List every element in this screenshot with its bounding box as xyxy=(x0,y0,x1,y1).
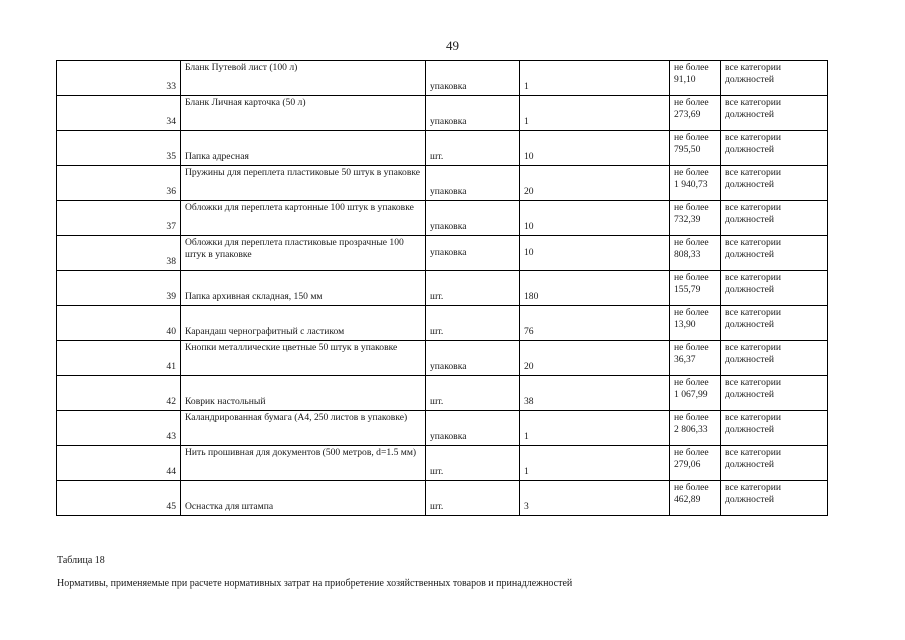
price-value: 795,50 xyxy=(674,144,701,155)
quantity: 1 xyxy=(520,446,670,481)
table-row xyxy=(57,236,828,271)
position-category xyxy=(721,481,828,516)
category-line-1: все категории xyxy=(725,377,782,388)
category-line-2: должностей xyxy=(725,109,774,120)
table-body xyxy=(57,61,828,516)
unit-of-measure: упаковка xyxy=(426,166,520,201)
table-row xyxy=(57,376,828,411)
price-value: 732,39 xyxy=(674,214,701,225)
position-category xyxy=(721,96,828,131)
price-value: 91,10 xyxy=(674,74,696,85)
unit-of-measure: шт. xyxy=(426,271,520,306)
item-name: Кнопки металлические цветные 50 штук в упаковке xyxy=(181,341,426,376)
table-description: Нормативы, применяемые при расчете нормативных затрат на приобретение хозяйственных товаров и принадлежностей xyxy=(57,578,573,589)
row-number: 38 xyxy=(57,236,181,271)
category-line-1: все категории xyxy=(725,307,782,318)
item-name: Обложки для переплета пластиковые прозрачные 100 штук в упаковке xyxy=(181,236,426,271)
table-caption: Таблица 18 xyxy=(57,555,105,566)
row-number: 35 xyxy=(57,131,181,166)
table-row xyxy=(57,341,828,376)
category-line-1: все категории xyxy=(725,167,782,178)
max-price xyxy=(670,411,721,446)
category-line-1: все категории xyxy=(725,237,782,248)
max-price xyxy=(670,446,721,481)
price-prefix: не более xyxy=(674,97,709,108)
table-row xyxy=(57,96,828,131)
position-category xyxy=(721,236,828,271)
quantity: 20 xyxy=(520,341,670,376)
category-line-2: должностей xyxy=(725,179,774,190)
category-line-2: должностей xyxy=(725,284,774,295)
category-line-2: должностей xyxy=(725,74,774,85)
position-category xyxy=(721,306,828,341)
price-value: 155,79 xyxy=(674,284,701,295)
category-line-2: должностей xyxy=(725,144,774,155)
unit-of-measure: упаковка xyxy=(426,201,520,236)
position-category xyxy=(721,376,828,411)
unit-of-measure: упаковка xyxy=(426,61,520,96)
row-number: 37 xyxy=(57,201,181,236)
item-name: Бланк Путевой лист (100 л) xyxy=(181,61,426,96)
item-name: Папка архивная складная, 150 мм xyxy=(181,271,426,306)
norms-table xyxy=(56,60,828,516)
category-line-2: должностей xyxy=(725,494,774,505)
price-prefix: не более xyxy=(674,447,709,458)
category-line-1: все категории xyxy=(725,342,782,353)
table-row xyxy=(57,271,828,306)
table-row xyxy=(57,166,828,201)
row-number: 36 xyxy=(57,166,181,201)
quantity: 20 xyxy=(520,166,670,201)
category-line-2: должностей xyxy=(725,389,774,400)
table-row xyxy=(57,446,828,481)
row-number: 45 xyxy=(57,481,181,516)
price-prefix: не более xyxy=(674,307,709,318)
position-category xyxy=(721,271,828,306)
position-category xyxy=(721,166,828,201)
price-prefix: не более xyxy=(674,342,709,353)
category-line-1: все категории xyxy=(725,447,782,458)
position-category xyxy=(721,61,828,96)
table-row xyxy=(57,131,828,166)
price-prefix: не более xyxy=(674,132,709,143)
category-line-1: все категории xyxy=(725,272,782,283)
category-line-2: должностей xyxy=(725,354,774,365)
max-price xyxy=(670,61,721,96)
quantity: 38 xyxy=(520,376,670,411)
unit-of-measure: шт. xyxy=(426,446,520,481)
max-price xyxy=(670,481,721,516)
unit-of-measure: шт. xyxy=(426,306,520,341)
unit-of-measure: упаковка xyxy=(426,96,520,131)
item-name: Пружины для переплета пластиковые 50 штук в упаковке xyxy=(181,166,426,201)
price-value: 808,33 xyxy=(674,249,701,260)
position-category xyxy=(721,201,828,236)
unit-of-measure: шт. xyxy=(426,376,520,411)
price-value: 279,06 xyxy=(674,459,701,470)
quantity: 76 xyxy=(520,306,670,341)
item-name: Бланк Личная карточка (50 л) xyxy=(181,96,426,131)
item-name: Карандаш чернографитный с ластиком xyxy=(181,306,426,341)
item-name: Нить прошивная для документов (500 метров, d=1.5 мм) xyxy=(181,446,426,481)
category-line-1: все категории xyxy=(725,62,782,73)
position-category xyxy=(721,131,828,166)
unit-of-measure: упаковка xyxy=(426,236,520,271)
max-price xyxy=(670,236,721,271)
price-value: 36,37 xyxy=(674,354,696,365)
quantity: 10 xyxy=(520,201,670,236)
row-number: 39 xyxy=(57,271,181,306)
max-price xyxy=(670,201,721,236)
table-row xyxy=(57,411,828,446)
position-category xyxy=(721,341,828,376)
max-price xyxy=(670,271,721,306)
price-value: 273,69 xyxy=(674,109,701,120)
price-value: 1 067,99 xyxy=(674,389,708,400)
row-number: 41 xyxy=(57,341,181,376)
price-value: 1 940,73 xyxy=(674,179,708,190)
quantity: 10 xyxy=(520,131,670,166)
item-name: Каландрированная бумага (А4, 250 листов в упаковке) xyxy=(181,411,426,446)
category-line-1: все категории xyxy=(725,482,782,493)
item-name: Папка адресная xyxy=(181,131,426,166)
unit-of-measure: упаковка xyxy=(426,341,520,376)
unit-of-measure: упаковка xyxy=(426,411,520,446)
row-number: 42 xyxy=(57,376,181,411)
category-line-2: должностей xyxy=(725,249,774,260)
category-line-1: все категории xyxy=(725,202,782,213)
max-price xyxy=(670,341,721,376)
table-row xyxy=(57,481,828,516)
position-category xyxy=(721,411,828,446)
unit-of-measure: шт. xyxy=(426,131,520,166)
item-name: Обложки для переплета картонные 100 штук в упаковке xyxy=(181,201,426,236)
price-prefix: не более xyxy=(674,377,709,388)
price-prefix: не более xyxy=(674,62,709,73)
quantity: 1 xyxy=(520,61,670,96)
category-line-1: все категории xyxy=(725,412,782,423)
row-number: 33 xyxy=(57,61,181,96)
item-name: Коврик настольный xyxy=(181,376,426,411)
category-line-2: должностей xyxy=(725,319,774,330)
max-price xyxy=(670,376,721,411)
max-price xyxy=(670,306,721,341)
price-prefix: не более xyxy=(674,482,709,493)
quantity: 10 xyxy=(520,236,670,271)
page-number: 49 xyxy=(446,38,459,53)
price-prefix: не более xyxy=(674,202,709,213)
quantity: 1 xyxy=(520,96,670,131)
row-number: 34 xyxy=(57,96,181,131)
price-value: 2 806,33 xyxy=(674,424,708,435)
row-number: 40 xyxy=(57,306,181,341)
table-row xyxy=(57,306,828,341)
category-line-1: все категории xyxy=(725,97,782,108)
category-line-2: должностей xyxy=(725,424,774,435)
price-prefix: не более xyxy=(674,167,709,178)
price-prefix: не более xyxy=(674,237,709,248)
price-prefix: не более xyxy=(674,412,709,423)
category-line-2: должностей xyxy=(725,214,774,225)
max-price xyxy=(670,96,721,131)
max-price xyxy=(670,131,721,166)
category-line-2: должностей xyxy=(725,459,774,470)
row-number: 44 xyxy=(57,446,181,481)
position-category xyxy=(721,446,828,481)
category-line-1: все категории xyxy=(725,132,782,143)
table-row xyxy=(57,201,828,236)
price-value: 13,90 xyxy=(674,319,696,330)
item-name: Оснастка для штампа xyxy=(181,481,426,516)
table-row xyxy=(57,61,828,96)
price-value: 462,89 xyxy=(674,494,701,505)
price-prefix: не более xyxy=(674,272,709,283)
quantity: 1 xyxy=(520,411,670,446)
quantity: 180 xyxy=(520,271,670,306)
unit-of-measure: шт. xyxy=(426,481,520,516)
max-price xyxy=(670,166,721,201)
quantity: 3 xyxy=(520,481,670,516)
row-number: 43 xyxy=(57,411,181,446)
